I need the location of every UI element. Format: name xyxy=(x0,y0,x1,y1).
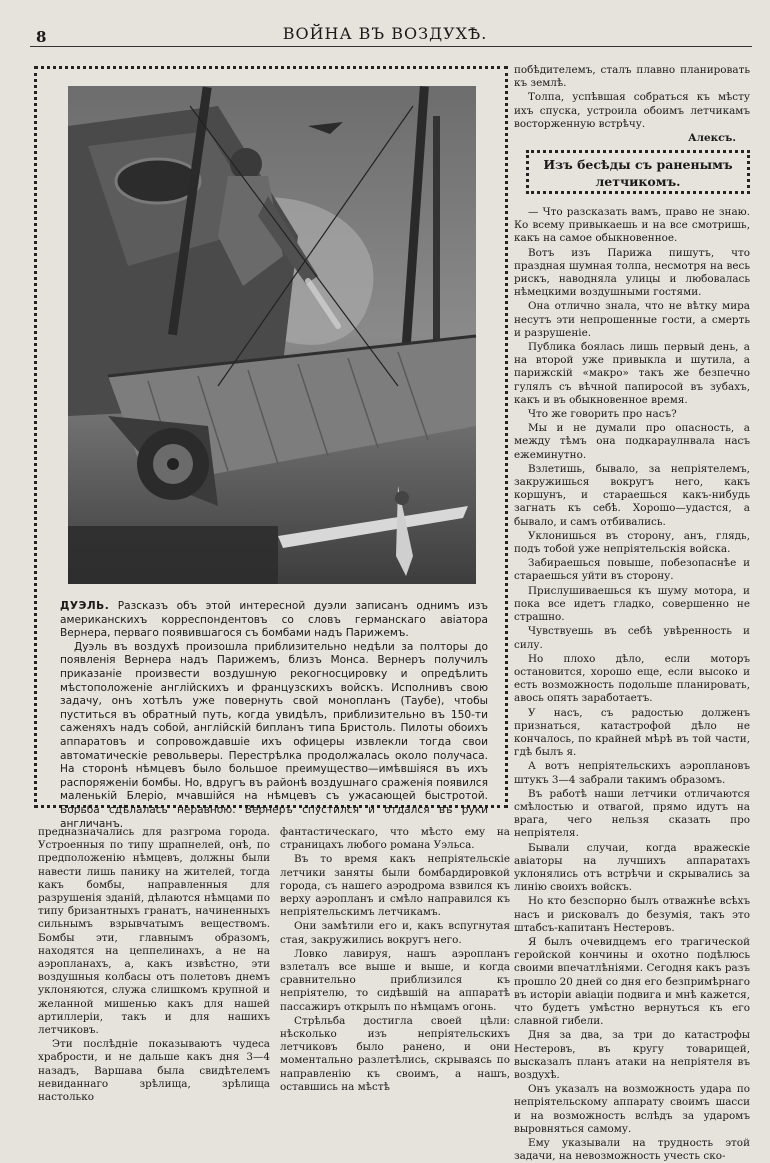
boxed-title-line-1: Изъ бесѣды съ раненымъ xyxy=(543,157,733,172)
paragraph: Эти послѣдніе показываютъ чудеса храбрости, и не дальше какъ дня 3—4 назадъ, Варшава была свидѣтелемъ невиданнаго зрѣлища, зрѣлища настолько xyxy=(38,1038,270,1104)
paragraph: Но кто безспорно былъ отважнѣе всѣхъ насъ и рисковалъ до безумія, такъ это штабсъ-капитанъ Нестеровъ. xyxy=(514,895,750,934)
author-signature: Алексъ. xyxy=(688,132,736,145)
paragraph: Она отлично знала, что не вѣтку мира несутъ эти непрошенные гости, а смерть и разрушеніе. xyxy=(514,300,750,339)
right-column-article xyxy=(514,206,750,1163)
caption-text-1: Разсказъ объ этой интересной дуэли записанъ однимъ изъ американскихъ корреспондентовъ со словъ германскаго авіатора Вернера, перваго появившагося съ бомбами надъ Парижемъ. xyxy=(60,600,488,640)
paragraph: фантастическаго, что мѣсто ему на страницахъ любого романа Уэльса. xyxy=(280,826,510,852)
paragraph: Взлетишь, бывало, за непріятелемъ, закружишься вокругъ него, какъ коршунъ, и стараешься какъ-нибудь загнать къ себѣ. Хорошо—удастся, а бывало, и самъ отбивались. xyxy=(514,462,750,528)
paragraph: Мы и не думали про опасность, а между тѣмъ она подкараулнвала насъ ежеминутно. xyxy=(514,422,750,461)
paragraph: Чувствуешь въ себѣ увѣренность и силу. xyxy=(514,625,750,651)
paragraph: Но плохо дѣло, если моторъ остановится, хорошо еще, если высоко и есть возможность подольше планировать, авось опять заработаетъ. xyxy=(514,652,750,705)
paragraph: Публика боялась лишь первый день, а на второй уже привыкла и шутила, а парижскій «макро» такъ же безпечно гулялъ съ вѣчной папиросой въ зубахъ, какъ и въ обыкновенное время. xyxy=(514,341,750,406)
caption-heading: ДУЭЛЬ. xyxy=(60,600,110,612)
page-number: 8 xyxy=(36,28,47,46)
paragraph: Дня за два, за три до катастрофы Нестеровъ, въ кругу товарищей, высказалъ планъ атаки на непріятеля въ воздухѣ. xyxy=(514,1029,750,1081)
paragraph: Они замѣтили его и, какъ вспугнутая стая, закружились вокругъ него. xyxy=(280,920,510,946)
caption-paragraph-1 xyxy=(60,600,488,641)
paragraph: предназначались для разгрома города. Устроенныя по типу шрапнелей, онѣ, по предположенію нѣмцевъ, должны были навести лишь панику на жителей, тогда какъ бомбы, направленныя для разрушенія зданій, дѣлаются нѣмцами по типу бризантныхъ гранатъ, начиненныхъ сильнымъ взрывчатымъ веществомъ. Бомбы эти, главнымъ образомъ, находятся на цеппелинахъ, а не на аэропланахъ, а, какъ извѣстно, эти воздушныя колбасы отъ полетовъ днемъ уклоняются, служа слишкомъ крупной и желанной мишенью какъ для нашей артиллеріи, такъ и для нашихъ летчиковъ. xyxy=(38,826,270,1037)
article-end-paragraph-1: побѣдителемъ, сталъ плавно планировать къ землѣ. xyxy=(514,64,750,90)
boxed-article-title xyxy=(526,150,750,194)
duel-illustration xyxy=(68,86,476,584)
paragraph: Онъ указалъ на возможность удара по непріятельскому аппарату своимъ шасси и на возможность вслѣдъ за ударомъ выровняться самому. xyxy=(514,1083,750,1135)
paragraph: А вотъ непріятельскихъ аэроплановъ штукъ 3—4 забрали такимъ образомъ. xyxy=(514,760,750,786)
paragraph: Въ то время какъ непріятельскіе летчики заняты были бомбардировкой города, съ нашего аэродрома взвился къ верху аэропланъ и смѣло направился къ непріятельскимъ летчикамъ. xyxy=(280,853,510,919)
header-rule xyxy=(30,46,752,47)
paragraph: — Что разсказать вамъ, право не знаю. Ко всему привыкаешь и на все смотришь, какъ на самое обыкновенное. xyxy=(514,206,750,245)
paragraph: Уклонишься въ сторону, анъ, глядь, подъ тобой уже непріятельскія войска. xyxy=(514,529,750,556)
illustration-caption xyxy=(60,600,488,831)
paragraph: Вотъ изъ Парижа пишутъ, что праздная шумная толпа, несмотря на весь рискъ, наводняла улицы и любовалась нѣмецкими воздушными гостями. xyxy=(514,246,750,299)
biplane-duel-drawing xyxy=(68,86,476,584)
bottom-left-column xyxy=(38,826,270,1105)
paragraph: Забираешься повыше, побезопаснѣе и стараешься уйти въ сторону. xyxy=(514,557,750,583)
paragraph: Бывали случаи, когда вражескіе авіаторы на лучшихъ аппаратахъ уклонялись отъ встрѣчи и скрывались за линію своихъ войскъ. xyxy=(514,841,750,894)
paragraph: Прислушиваешься къ шуму мотора, и пока все идетъ гладко, совершенно не страшно. xyxy=(514,584,750,624)
paragraph: Стрѣльба достигла своей цѣли: нѣсколько изъ непріятельскихъ летчиковъ было ранено, и они моментально разлетѣлись, скрываясь по направленію къ своимъ, а нашъ, оставшись на мѣстѣ xyxy=(280,1014,510,1093)
boxed-title-line-2: летчикомъ. xyxy=(595,174,681,189)
bottom-middle-column xyxy=(280,826,510,1095)
paragraph: У насъ, съ радостью долженъ признаться, катастрофой дѣло не кончалось, по крайней мѣрѣ въ той части, гдѣ былъ я. xyxy=(514,706,750,759)
paragraph: Ему указывали на трудность этой задачи, на невозможность учесть ско- xyxy=(514,1137,750,1163)
paragraph: Что же говорить про насъ? xyxy=(528,408,677,421)
paragraph: Въ работѣ наши летчики отличаются смѣлостью и отвагой, прямо идутъ на врага, чего нельзя сказать про непріятеля. xyxy=(514,787,750,840)
caption-paragraph-2: Дуэль въ воздухѣ произошла приблизительно недѣли за полторы до появленія Вернера надъ Парижемъ, близъ Монса. Вернеръ получилъ приказаніе произвести воздушную рекогносцировку и опредѣлить мѣстоположеніе англійскихъ и французскихъ войскъ. Исполнивъ свою задачу, онъ хотѣлъ уже повернуть свой монопланъ (Таубе), чтобы пуститься въ обратный путь, когда увидѣлъ, приблизительно въ 150-ти саженяхъ надъ собой, англійскій бипланъ типа Бристоль. Пилоты обоихъ аппаратовъ и сопровождавшіе ихъ офицеры извлекли тогда свои автоматическіе револьверы. Перестрѣлка продолжалась около получаса. На сторонѣ нѣмцевъ было большое преимущество—имѣвшіяся въ ихъ распоряженіи бомбы. Но, вдругъ въ районѣ воздушнаго сраженія появился маленькій Блеріо, мчавшійся на нѣмцевъ съ ужасающей быстротой. Борьба сдѣлалась неравною. Вернеръ спустился и отдался въ руки англичанъ. xyxy=(60,640,488,830)
page-header-title: ВОЙНА ВЪ ВОЗДУХѢ. xyxy=(282,24,488,43)
paragraph: Я былъ очевидцемъ его трагической геройской кончины и охотно подѣлюсь своими впечатлѣніями. Сегодня какъ разъ прошло 20 дней со дня его безпримѣрнаго въ исторіи авіаціи подвига и мнѣ кажется, что будетъ умѣстно вернуться къ его славной гибели. xyxy=(514,935,750,1028)
article-end-paragraph-2: Толпа, успѣвшая собраться къ мѣсту ихъ спуска, устроила обоимъ летчикамъ восторженную встрѣчу. xyxy=(514,91,750,130)
right-column-top xyxy=(514,64,750,146)
paragraph: Ловко лавируя, нашъ аэропланъ взлеталъ все выше и выше, и когда сравнительно приблизился къ непріятелю, то сидѣвшій на аппаратѣ пассажиръ открылъ по нѣмцамъ огонь. xyxy=(280,947,510,1013)
